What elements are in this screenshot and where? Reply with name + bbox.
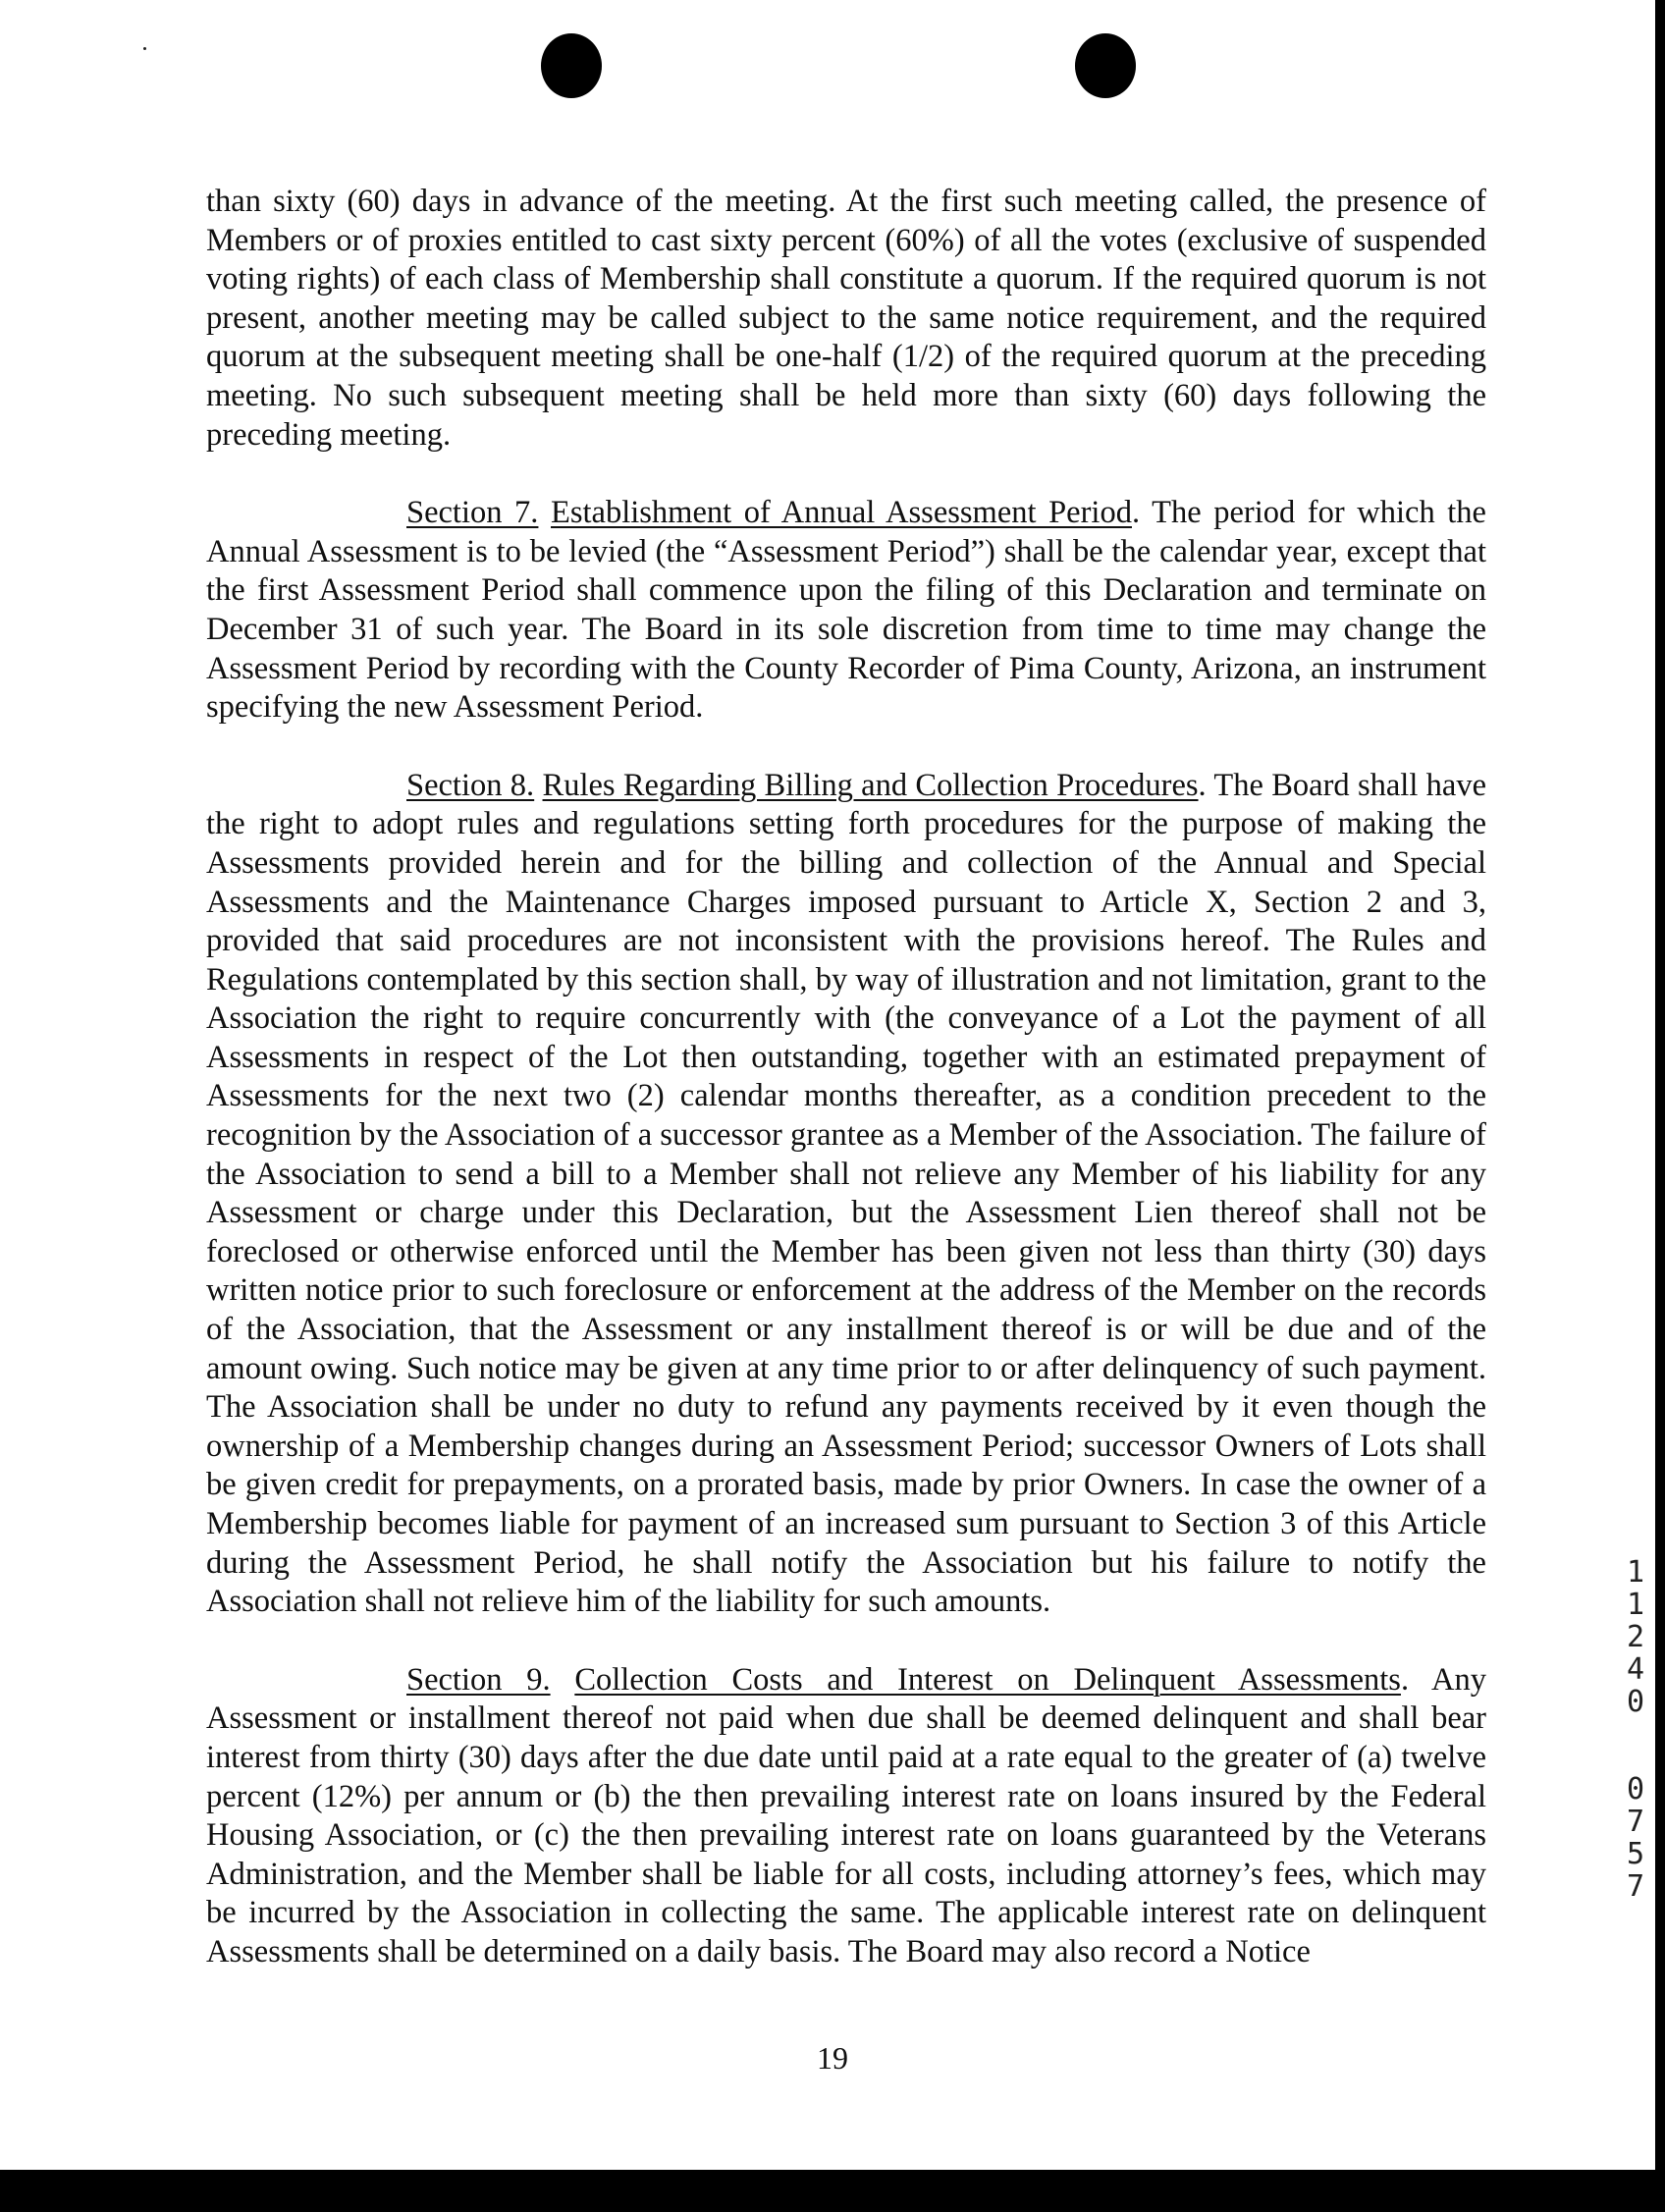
stamp-gap (1620, 1718, 1651, 1773)
section-9-number: Section 9. (406, 1661, 551, 1698)
recording-stamp (1620, 1556, 1651, 1903)
page-number: 19 (817, 2040, 848, 2076)
scan-border-right (1655, 0, 1665, 2212)
stamp-digit: 2 (1626, 1620, 1645, 1654)
section-8-title: Rules Regarding Billing and Collection Procedures (542, 767, 1199, 803)
stamp-digit: 7 (1626, 1805, 1645, 1839)
punch-hole-right (1075, 33, 1136, 98)
section-9: Section 9. Collection Costs and Interest on Delinquent Assessments. Any Assessment or installment thereof not paid when due shall be deemed delinquent and shall bear interest from thirty (30) days after the due date until paid at a rate equal to the greater of (a) twelve percent (12%) per annum or (b) the then prevailing interest rate on loans insured by the Federal Housing Association, or (c) the then prevailing interest rate on loans guaranteed by the Veterans Administration, and the Member shall be liable for all costs, including attorney’s fees, which may be incurred by the Association in collecting the same. The applicable interest rate on delinquent Assessments shall be determined on a daily basis. The Board may also record a Notice (206, 1661, 1486, 1969)
section-8: Section 8. Rules Regarding Billing and Collection Procedures. The Board shall have the right to adopt rules and regulations setting forth procedures for the purpose of making the Assessments provided herein and for the billing and collection of the Annual and Special Assessments and the Maintenance Charges imposed pursuant to Article X, Section 2 and 3, provided that said procedures are not inconsistent with the provisions hereof. The Rules and Regulations contemplated by this section shall, by way of illustration and not limitation, grant to the Association the right to require concurrently with (the conveyance of a Lot the payment of all Assessments in respect of the Lot then outstanding, together with an estimated prepayment of Assessments for the next two (2) calendar months thereafter, as a condition precedent to the recognition by the Association of a successor grantee as a Member of the Association. The failure of the Association to send a bill to a Member shall not relieve any Member of his liability for any Assessment or charge under this Declaration, but the Assessment Lien thereof shall not be foreclosed or otherwise enforced until the Member has been given not less than thirty (30) days written notice prior to such foreclosure or enforcement at the address of the Member on the records of the Association, that the Assessment or any installment thereof is or will be due and of the amount owing. Such notice may be given at any time prior to or after delinquency of such payment. The Association shall be under no duty to refund any payments received by it even though the ownership of a Membership changes during an Assessment Period; successor Owners of Lots shall be given credit for prepayments, on a prorated basis, made by prior Owners. In case the owner of a Membership becomes liable for payment of an increased sum pursuant to Section 3 of this Article during the Assessment Period, he shall notify the Association but his failure to notify the Association shall not relieve him of the liability for such amounts. (206, 767, 1487, 1620)
stamp-digit: 4 (1626, 1652, 1645, 1687)
section-9-title: Collection Costs and Interest on Delinquent Assessments (574, 1661, 1401, 1698)
section-8-text: The Board shall have the right to adopt rules and regulations setting forth procedures for the purpose of making the Assessments provided herein and for the billing and collection of the Annual and Special Assessments and the Maintenance Charges imposed pursuant to Article X, Section 2 and 3, provided that said procedures are not inconsistent with the provisions hereof. The Rules and Regulations contemplated by this section shall, by way of illustration and not limitation, grant to the Association the right to require concurrently with (the conveyance of a Lot the payment of all Assessments in respect of the Lot then outstanding, together with an estimated prepayment of Assessments for the next two (2) calendar months thereafter, as a condition precedent to the recognition by the Association of a successor grantee as a Member of the Association. The failure of the Association to send a bill to a Member shall not relieve any Member of his liability for any Assessment or charge under this Declaration, but the Assessment Lien thereof shall not be foreclosed or otherwise enforced until the Member has been given not less than thirty (30) days written notice prior to such foreclosure or enforcement at the address of the Member on the records of the Association, that the Assessment or any installment thereof is or will be due and of the amount owing. Such notice may be given at any time prior to or after delinquency of such payment. The Association shall be under no duty to refund any payments received by it even though the ownership of a Membership changes during an Assessment Period; successor Owners of Lots shall be given credit for prepayments, on a prorated basis, made by prior Owners. In case the owner of a Membership becomes liable for payment of an increased sum pursuant to Section 3 of this Article during the Assessment Period, he shall notify the Association but his failure to notify the Association shall not relieve him of the liability for such amounts. (206, 767, 1487, 1620)
punch-hole-left (541, 33, 602, 98)
scan-border-bottom (0, 2170, 1665, 2212)
section-8-number: Section 8. (406, 767, 535, 803)
stamp-digit: 7 (1626, 1869, 1645, 1904)
section-7-number: Section 7. (406, 495, 539, 531)
stamp-digit: 0 (1626, 1685, 1645, 1719)
stamp-digit: 5 (1626, 1837, 1645, 1871)
stamp-digit: 0 (1626, 1772, 1645, 1807)
section-7-title: Establishment of Annual Assessment Period (551, 495, 1132, 531)
section-9-text: Any Assessment or installment thereof not paid when due shall be deemed delinquent and shall bear interest from thirty (30) days after the due date until paid at a rate equal to the greater of (a) twelve percent (12%) per annum or (b) the then prevailing interest rate on loans insured by the Federal Housing Association, or (c) the then prevailing interest rate on loans guaranteed by the Veterans Administration, and the Member shall be liable for all costs, including attorney’s fees, which may be incurred by the Association in collecting the same. The applicable interest rate on delinquent Assessments shall be determined on a daily basis. The Board may also record a Notice (206, 1661, 1486, 1969)
document-body (206, 183, 1486, 2012)
section-7: Section 7. Establishment of Annual Assessment Period. The period for which the Annual Assessment is to be levied (the “Assessment Period”) shall be the calendar year, except that the first Assessment Period shall commence upon the filing of this Declaration and terminate on December 31 of such year. The Board in its sole discretion from time to time may change the Assessment Period by recording with the County Recorder of Pima County, Arizona, an instrument specifying the new Assessment Period. (206, 495, 1486, 726)
paragraph-continuation: than sixty (60) days in advance of the meeting. At the first such meeting called, the presence of Members or of proxies entitled to cast sixty percent (60%) of all the votes (exclusive of suspended voting rights) of each class of Membership shall constitute a quorum. If the required quorum is not present, another meeting may be called subject to the same notice requirement, and the required quorum at the subsequent meeting shall be one-half (1/2) of the required quorum at the preceding meeting. No such subsequent meeting shall be held more than sixty (60) days following the preceding meeting. (206, 184, 1486, 453)
stamp-digit: 1 (1626, 1555, 1645, 1590)
section-7-text: The period for which the Annual Assessment is to be levied (the “Assessment Period”) shall be the calendar year, except that the first Assessment Period shall commence upon the filing of this Declaration and terminate on December 31 of such year. The Board in its sole discretion from time to time may change the Assessment Period by recording with the County Recorder of Pima County, Arizona, an instrument specifying the new Assessment Period. (206, 495, 1486, 726)
stamp-digit: 1 (1626, 1588, 1645, 1622)
scan-speck (143, 47, 146, 50)
